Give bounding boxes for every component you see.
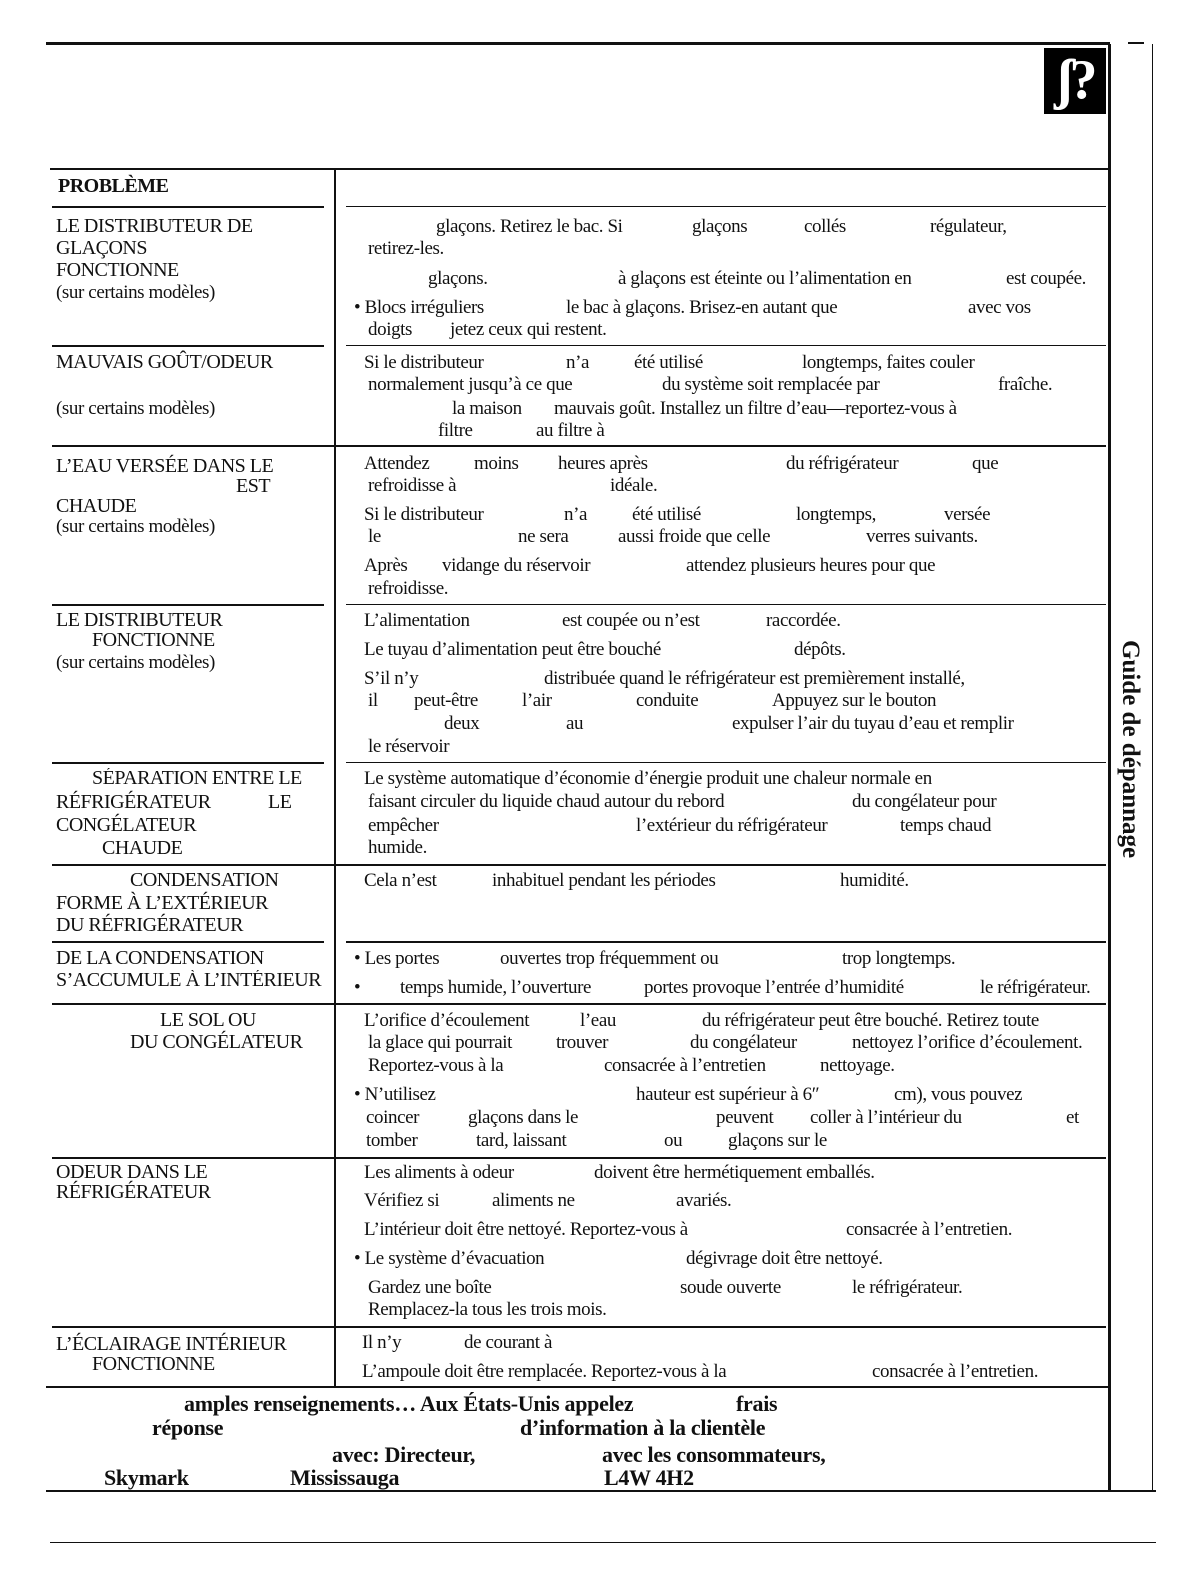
- cause-text: peut-être: [414, 690, 478, 711]
- top-rule: [46, 42, 1110, 45]
- cause-text: du congélateur pour: [852, 791, 997, 812]
- cause-text: le bac à glaçons. Brisez-en autant que: [566, 297, 838, 318]
- cause-text: conduite: [636, 690, 699, 711]
- cause-text: refroidisse à: [368, 475, 457, 496]
- row-rule: [52, 864, 1106, 866]
- cause-text: idéale.: [610, 475, 658, 496]
- cause-text: du réfrigérateur: [786, 453, 899, 474]
- cause-text: Appuyez sur le bouton: [772, 690, 937, 711]
- cause-text: il: [368, 690, 378, 711]
- cause-text: été utilisé: [634, 352, 703, 373]
- row-rule: [52, 1326, 1106, 1328]
- cause-text: n’a: [564, 504, 588, 525]
- row-rule: [52, 604, 324, 606]
- cause-text: Attendez: [364, 453, 430, 474]
- problem-label: L’ÉCLAIRAGE INTÉRIEUR: [56, 1333, 287, 1355]
- problem-label: ODEUR DANS LE: [56, 1161, 208, 1183]
- cause-text: été utilisé: [632, 504, 701, 525]
- table-top-rule: [50, 168, 1108, 170]
- problem-label: LE: [268, 791, 292, 813]
- cause-text: l’eau: [580, 1010, 616, 1031]
- cause-text: trouver: [556, 1032, 609, 1053]
- cause-text: et: [1066, 1107, 1079, 1128]
- column-divider: [334, 168, 336, 1386]
- cause-text: collés: [804, 216, 846, 237]
- cause-text: est coupée ou n’est: [562, 610, 700, 631]
- problem-label: L’EAU VERSÉE DANS LE: [56, 455, 274, 477]
- cause-text: Si le distributeur: [364, 504, 484, 525]
- problem-label: CHAUDE: [56, 495, 137, 517]
- cause-text: raccordée.: [766, 610, 841, 631]
- row-rule: [346, 941, 1106, 943]
- question-face-icon: ʃ?: [1044, 48, 1106, 114]
- cause-text: avec vos: [968, 297, 1031, 318]
- cause-text: glaçons.: [428, 268, 488, 289]
- row-rule: [46, 1386, 1108, 1388]
- cause-text: avariés.: [676, 1190, 732, 1211]
- problem-label: DU CONGÉLATEUR: [130, 1031, 303, 1053]
- cause-text: temps chaud: [900, 815, 992, 836]
- problem-note: (sur certains modèles): [56, 282, 215, 303]
- cause-text: filtre: [438, 420, 473, 441]
- problem-label: LE DISTRIBUTEUR DE: [56, 215, 253, 237]
- cause-text: hauteur est supérieur à 6″: [636, 1084, 820, 1105]
- cause-text: fraîche.: [998, 374, 1053, 395]
- cause-text: coller à l’intérieur du: [810, 1107, 962, 1128]
- cause-text: deux: [444, 713, 480, 734]
- top-rule-short: [1128, 42, 1144, 44]
- cause-text: Après: [364, 555, 408, 576]
- row-rule: [52, 445, 1106, 447]
- problem-label: LE DISTRIBUTEUR: [56, 609, 223, 631]
- cause-text: à glaçons est éteinte ou l’alimentation en: [618, 268, 912, 289]
- footer-text: Mississauga: [290, 1465, 400, 1490]
- cause-text: Gardez une boîte: [368, 1277, 492, 1298]
- cause-text: ne sera: [518, 526, 569, 547]
- cause-text: longtemps, faites couler: [802, 352, 975, 373]
- problem-note: (sur certains modèles): [56, 516, 215, 537]
- right-border: [1108, 44, 1111, 1492]
- row-rule: [346, 604, 1106, 605]
- problem-label: LE SOL OU: [160, 1009, 256, 1031]
- problem-label: CONGÉLATEUR: [56, 814, 197, 836]
- cause-text: distribuée quand le réfrigérateur est premièrement installé,: [544, 668, 965, 689]
- cause-text: du système soit remplacée par: [662, 374, 880, 395]
- row-rule: [346, 345, 1106, 346]
- cause-text: moins: [474, 453, 519, 474]
- cause-text: trop longtemps.: [842, 948, 956, 969]
- cause-text: tard, laissant: [476, 1130, 567, 1151]
- cause-text: L’ampoule doit être remplacée. Reportez-vous à la: [362, 1361, 727, 1382]
- cause-text: Vérifiez si: [364, 1190, 440, 1211]
- cause-text: du congélateur: [690, 1032, 797, 1053]
- cause-text: coincer: [366, 1107, 420, 1128]
- cause-text: longtemps,: [796, 504, 876, 525]
- row-rule: [52, 941, 324, 943]
- problem-label: DE LA CONDENSATION: [56, 947, 264, 969]
- cause-text: Si le distributeur: [364, 352, 484, 373]
- cause-text: S’il n’y: [364, 668, 419, 689]
- problem-note: (sur certains modèles): [56, 398, 215, 419]
- cause-text: doivent être hermétiquement emballés.: [594, 1162, 875, 1183]
- cause-text: Le tuyau d’alimentation peut être bouché: [364, 639, 661, 660]
- row-rule: [346, 762, 1106, 763]
- cause-text: le réservoir: [368, 736, 450, 757]
- cause-text: normalement jusqu’à ce que: [368, 374, 573, 395]
- row-rule: [52, 1157, 1106, 1159]
- problem-label: FORME À L’EXTÉRIEUR: [56, 892, 268, 914]
- row-rule: [52, 345, 324, 347]
- cause-text: nettoyez l’orifice d’écoulement.: [852, 1032, 1083, 1053]
- cause-text: ou: [664, 1130, 683, 1151]
- cause-text: empêcher: [368, 815, 439, 836]
- cause-text: doigts: [368, 319, 413, 340]
- cause-text: inhabituel pendant les périodes: [492, 870, 716, 891]
- cause-text: du réfrigérateur peut être bouché. Retirez toute: [702, 1010, 1039, 1031]
- side-title-text: Guide de dépannage: [1117, 640, 1144, 859]
- cause-text: mauvais goût. Installez un filtre d’eau—reportez-vous à: [554, 398, 957, 419]
- problem-label: GLAÇONS: [56, 237, 147, 259]
- cause-text: refroidisse.: [368, 578, 449, 599]
- cause-text: consacrée à l’entretien.: [872, 1361, 1039, 1382]
- problem-label: CHAUDE: [102, 837, 183, 859]
- cause-text: humide.: [368, 837, 427, 858]
- cause-text: cm), vous pouvez: [894, 1084, 1023, 1105]
- cause-text: L’alimentation: [364, 610, 470, 631]
- problem-label: S’ACCUMULE À L’INTÉRIEUR: [56, 970, 322, 991]
- cause-text: aussi froide que celle: [618, 526, 771, 547]
- footer-text: avec: Directeur,: [332, 1442, 476, 1467]
- problem-label: FONCTIONNE: [92, 1353, 215, 1375]
- problem-label: EST: [236, 475, 271, 497]
- side-title: [1118, 640, 1148, 900]
- cause-text: ouvertes trop fréquemment ou: [500, 948, 719, 969]
- cause-text: Les aliments à odeur: [364, 1162, 514, 1183]
- cause-text: tomber: [366, 1130, 418, 1151]
- cause-text: glaçons sur le: [728, 1130, 827, 1151]
- right-border-thin: [1152, 44, 1153, 1492]
- cause-text: Reportez-vous à la: [368, 1055, 504, 1076]
- problem-label: FONCTIONNE: [92, 629, 215, 651]
- cause-text: jetez ceux qui restent.: [450, 319, 607, 340]
- cause-text: soude ouverte: [680, 1277, 781, 1298]
- problem-label: DU RÉFRIGÉRATEUR: [56, 914, 244, 936]
- cause-text: • Le système d’évacuation: [354, 1248, 545, 1269]
- cause-text: de courant à: [464, 1332, 553, 1353]
- cause-text: verres suivants.: [866, 526, 978, 547]
- footer-text: d’information à la clientèle: [520, 1415, 766, 1440]
- problem-label: SÉPARATION ENTRE LE: [92, 768, 302, 789]
- cause-text: portes provoque l’entrée d’humidité: [644, 977, 904, 998]
- page-bottom-rule: [50, 1542, 1156, 1543]
- cause-text: versée: [944, 504, 991, 525]
- cause-text: • Blocs irréguliers: [354, 297, 484, 318]
- footer-text: avec les consommateurs,: [602, 1442, 826, 1467]
- footer-text: L4W 4H2: [604, 1465, 694, 1490]
- footer-text: réponse: [152, 1415, 224, 1440]
- cause-text: n’a: [566, 352, 590, 373]
- cause-text: L’intérieur doit être nettoyé. Reportez-vous à: [364, 1219, 688, 1240]
- cause-text: le: [368, 526, 381, 547]
- cause-text: heures après: [558, 453, 648, 474]
- cause-text: Il n’y: [362, 1332, 402, 1353]
- row-rule: [52, 206, 324, 208]
- cause-text: attendez plusieurs heures pour que: [686, 555, 936, 576]
- cause-text: au: [566, 713, 584, 734]
- bottom-rule: [46, 1490, 1156, 1492]
- cause-text: • Les portes: [354, 948, 440, 969]
- cause-text: aliments ne: [492, 1190, 575, 1211]
- cause-text: le réfrigérateur.: [980, 977, 1091, 998]
- cause-text: est coupée.: [1006, 268, 1087, 289]
- cause-text: Cela n’est: [364, 870, 437, 891]
- cause-text: la glace qui pourrait: [368, 1032, 513, 1053]
- footer-text: Skymark: [104, 1465, 189, 1490]
- cause-text: la maison: [452, 398, 522, 419]
- cause-text: faisant circuler du liquide chaud autour du rebord: [368, 791, 725, 812]
- cause-text: temps humide, l’ouverture: [400, 977, 592, 998]
- cause-text: vidange du réservoir: [442, 555, 591, 576]
- cause-text: dégivrage doit être nettoyé.: [686, 1248, 883, 1269]
- cause-text: consacrée à l’entretien.: [846, 1219, 1013, 1240]
- cause-text: Le système automatique d’économie d’énergie produit une chaleur normale en: [364, 768, 932, 789]
- cause-text: que: [972, 453, 999, 474]
- footer-text: amples renseignements… Aux États-Unis appelez: [184, 1391, 634, 1416]
- cause-text: l’air: [522, 690, 552, 711]
- cause-text: au filtre à: [536, 420, 605, 441]
- cause-text: consacrée à l’entretien: [604, 1055, 766, 1076]
- cause-text: glaçons: [692, 216, 748, 237]
- cause-text: humidité.: [840, 870, 909, 891]
- footer-text: frais: [736, 1391, 778, 1416]
- cause-text: dépôts.: [794, 639, 846, 660]
- cause-text: le réfrigérateur.: [852, 1277, 963, 1298]
- cause-text: peuvent: [716, 1107, 774, 1128]
- problem-label: RÉFRIGÉRATEUR: [56, 1181, 211, 1203]
- problem-label: MAUVAIS GOÛT/ODEUR: [56, 351, 273, 373]
- cause-text: glaçons dans le: [468, 1107, 579, 1128]
- problem-note: (sur certains modèles): [56, 652, 215, 673]
- problem-label: FONCTIONNE: [56, 259, 179, 281]
- cause-text: •: [354, 977, 361, 998]
- row-rule: [52, 1003, 1106, 1005]
- problem-label: CONDENSATION: [130, 869, 279, 891]
- row-rule: [52, 762, 324, 764]
- column-header: PROBLÈME: [58, 175, 169, 197]
- cause-text: régulateur,: [930, 216, 1007, 237]
- cause-text: glaçons. Retirez le bac. Si: [436, 216, 623, 237]
- problem-label: RÉFRIGÉRATEUR: [56, 791, 211, 813]
- cause-text: • N’utilisez: [354, 1084, 436, 1105]
- cause-text: nettoyage.: [820, 1055, 895, 1076]
- row-rule: [346, 206, 1106, 207]
- cause-text: Remplacez-la tous les trois mois.: [368, 1299, 607, 1320]
- cause-text: L’orifice d’écoulement: [364, 1010, 530, 1031]
- cause-text: expulser l’air du tuyau d’eau et remplir: [732, 713, 1014, 734]
- cause-text: retirez-les.: [368, 238, 444, 259]
- cause-text: l’extérieur du réfrigérateur: [636, 815, 828, 836]
